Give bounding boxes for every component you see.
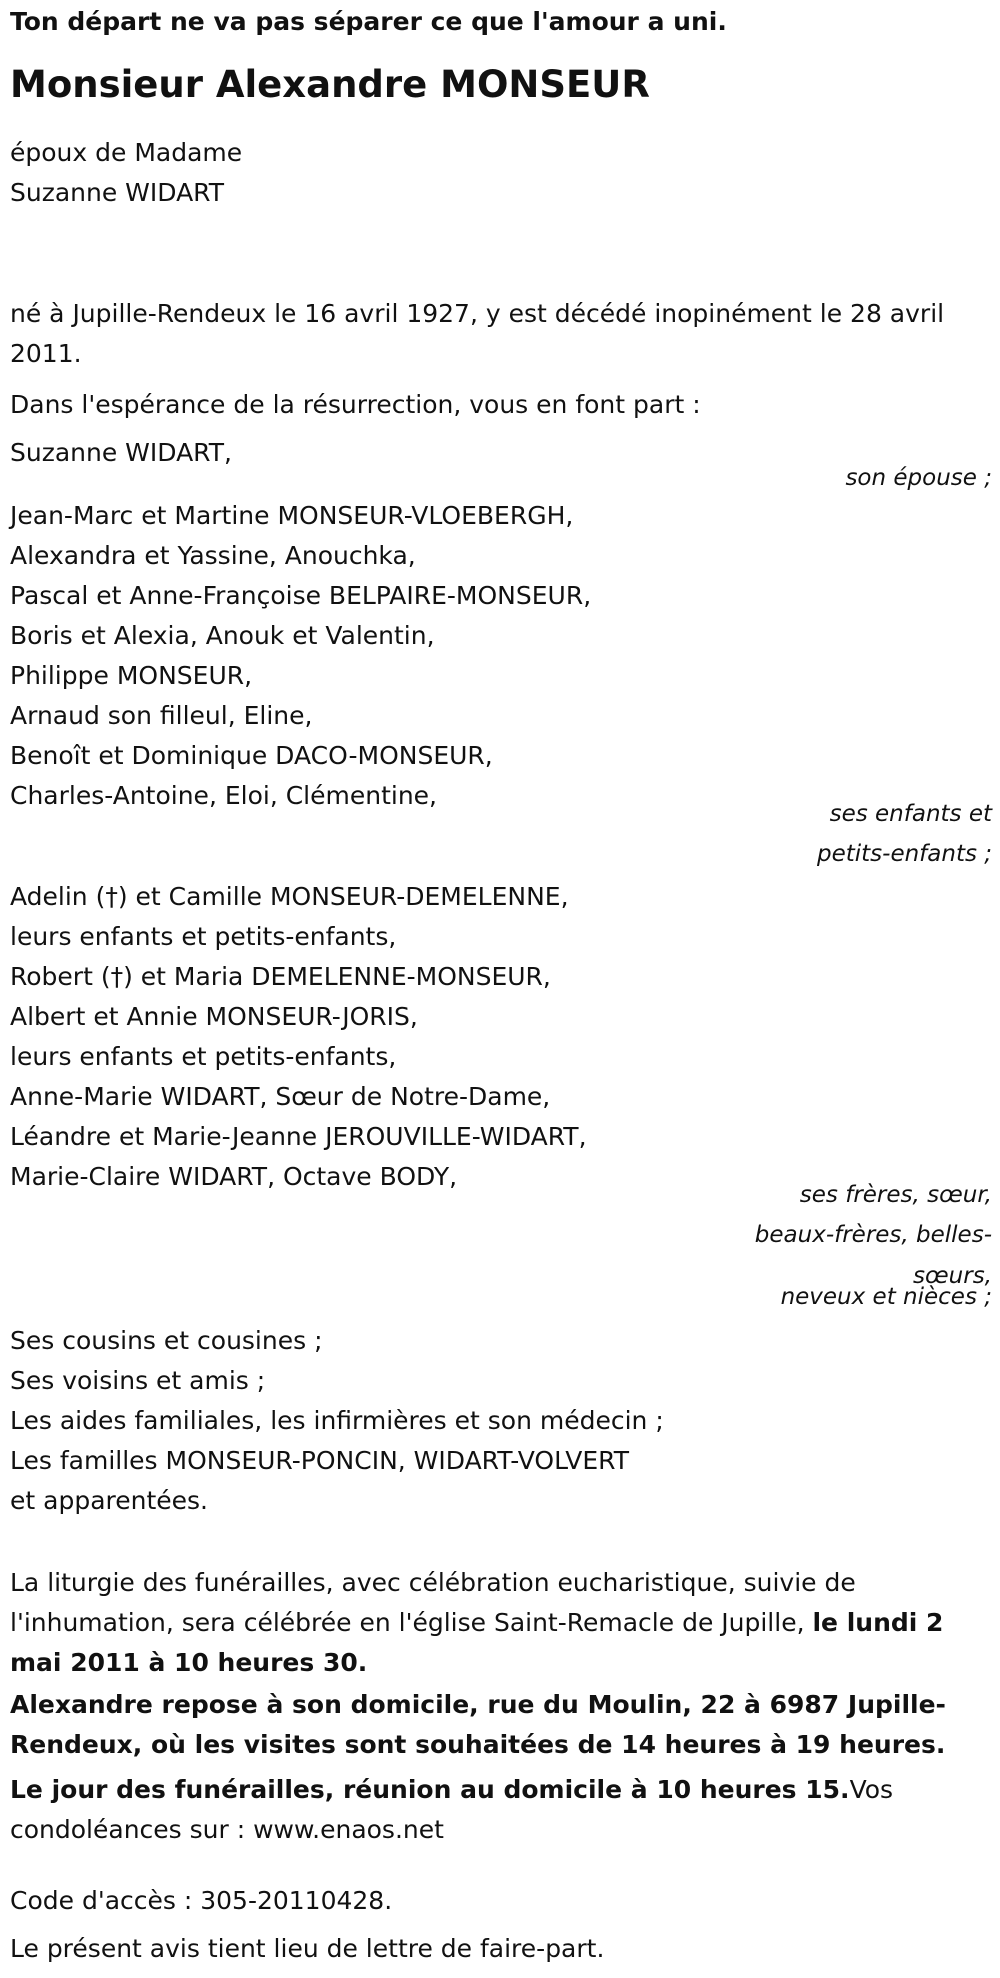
siblings-relation-line-2: beaux-frères, belles-: [754, 1222, 992, 1248]
access-code: Code d'accès : 305-20110428.: [10, 1886, 393, 1915]
liturgy-line-2: [10, 1603, 943, 1643]
sibling-name: Robert (†) et Maria DEMELENNE-MONSEUR,: [10, 962, 551, 991]
rest-line-2: Rendeux, où les visites sont souhaitées de 14 heures à 19 heures.: [10, 1730, 946, 1759]
siblings-relation-line-3: sœurs,: [913, 1263, 992, 1289]
liturgy-paragraph: [10, 1563, 943, 1683]
others-line: Ses cousins et cousines ;: [10, 1326, 323, 1355]
children-group: [10, 496, 591, 816]
siblings-relation-line-4: neveux et nièces ;: [780, 1284, 992, 1310]
meeting-condolences-start: Vos: [849, 1775, 894, 1804]
children-name: Benoît et Dominique DACO-MONSEUR,: [10, 741, 493, 770]
meeting-info: Le jour des funérailles, réunion au domicile à 10 heures 15.: [10, 1775, 850, 1804]
children-name: Arnaud son filleul, Eline,: [10, 701, 313, 730]
sibling-name: Marie-Claire WIDART, Octave BODY,: [10, 1162, 458, 1191]
spouse-block: [10, 133, 242, 213]
sibling-name: Léandre et Marie-Jeanne JEROUVILLE-WIDART,: [10, 1122, 587, 1151]
meeting-line-1: [10, 1770, 893, 1810]
liturgy-location: l'inhumation, sera célébrée en l'église Saint-Remacle de Jupille,: [10, 1608, 813, 1637]
spouse-group-relation: son épouse ;: [845, 465, 992, 491]
children-relation-line-2: petits-enfants ;: [816, 841, 992, 867]
spouse-line-2: Suzanne WIDART: [10, 178, 225, 207]
birth-block: [10, 294, 944, 374]
liturgy-date: le lundi 2: [812, 1608, 944, 1637]
siblings-relation-line-1: ses frères, sœur,: [799, 1182, 992, 1208]
others-group: [10, 1321, 664, 1521]
spouse-line-1: époux de Madame: [10, 138, 243, 167]
birth-line-1: né à Jupille-Rendeux le 16 avril 1927, y est décédé inopinément le 28 avril: [10, 299, 945, 328]
children-relation-line-1: ses enfants et: [829, 801, 992, 827]
children-name: Jean-Marc et Martine MONSEUR-VLOEBERGH,: [10, 501, 574, 530]
sibling-name: leurs enfants et petits-enfants,: [10, 1042, 397, 1071]
siblings-group: [10, 877, 587, 1197]
sibling-name: Adelin (†) et Camille MONSEUR-DEMELENNE,: [10, 882, 569, 911]
sibling-name: Albert et Annie MONSEUR-JORIS,: [10, 1002, 418, 1031]
rest-paragraph: [10, 1685, 946, 1765]
rest-line-1: Alexandre repose à son domicile, rue du Moulin, 22 à 6987 Jupille-: [10, 1690, 946, 1719]
others-line: Les familles MONSEUR-PONCIN, WIDART-VOLVERT: [10, 1446, 630, 1475]
others-line: Les aides familiales, les infirmières et son médecin ;: [10, 1406, 664, 1435]
others-line: Ses voisins et amis ;: [10, 1366, 266, 1395]
liturgy-time: mai 2011 à 10 heures 30.: [10, 1648, 368, 1677]
children-name: Charles-Antoine, Eloi, Clémentine,: [10, 781, 437, 810]
others-line: et apparentées.: [10, 1486, 208, 1515]
children-name: Philippe MONSEUR,: [10, 661, 253, 690]
meeting-paragraph: [10, 1770, 893, 1850]
condolences-link[interactable]: condoléances sur : www.enaos.net: [10, 1815, 444, 1844]
children-name: Pascal et Anne-Françoise BELPAIRE-MONSEUR,: [10, 581, 592, 610]
spouse-group-name: Suzanne WIDART,: [10, 438, 232, 467]
birth-line-2: 2011.: [10, 339, 82, 368]
children-name: Alexandra et Yassine, Anouchka,: [10, 541, 416, 570]
footer-note: Le présent avis tient lieu de lettre de faire-part.: [10, 1934, 605, 1963]
children-name: Boris et Alexia, Anouk et Valentin,: [10, 621, 435, 650]
deceased-name: Monsieur Alexandre MONSEUR: [10, 63, 650, 106]
sibling-name: leurs enfants et petits-enfants,: [10, 922, 397, 951]
liturgy-line-1: La liturgie des funérailles, avec célébration eucharistique, suivie de: [10, 1568, 856, 1597]
sibling-name: Anne-Marie WIDART, Sœur de Notre-Dame,: [10, 1082, 551, 1111]
intro-line: Dans l'espérance de la résurrection, vous en font part :: [10, 390, 701, 419]
tagline: Ton départ ne va pas séparer ce que l'amour a uni.: [10, 7, 727, 36]
